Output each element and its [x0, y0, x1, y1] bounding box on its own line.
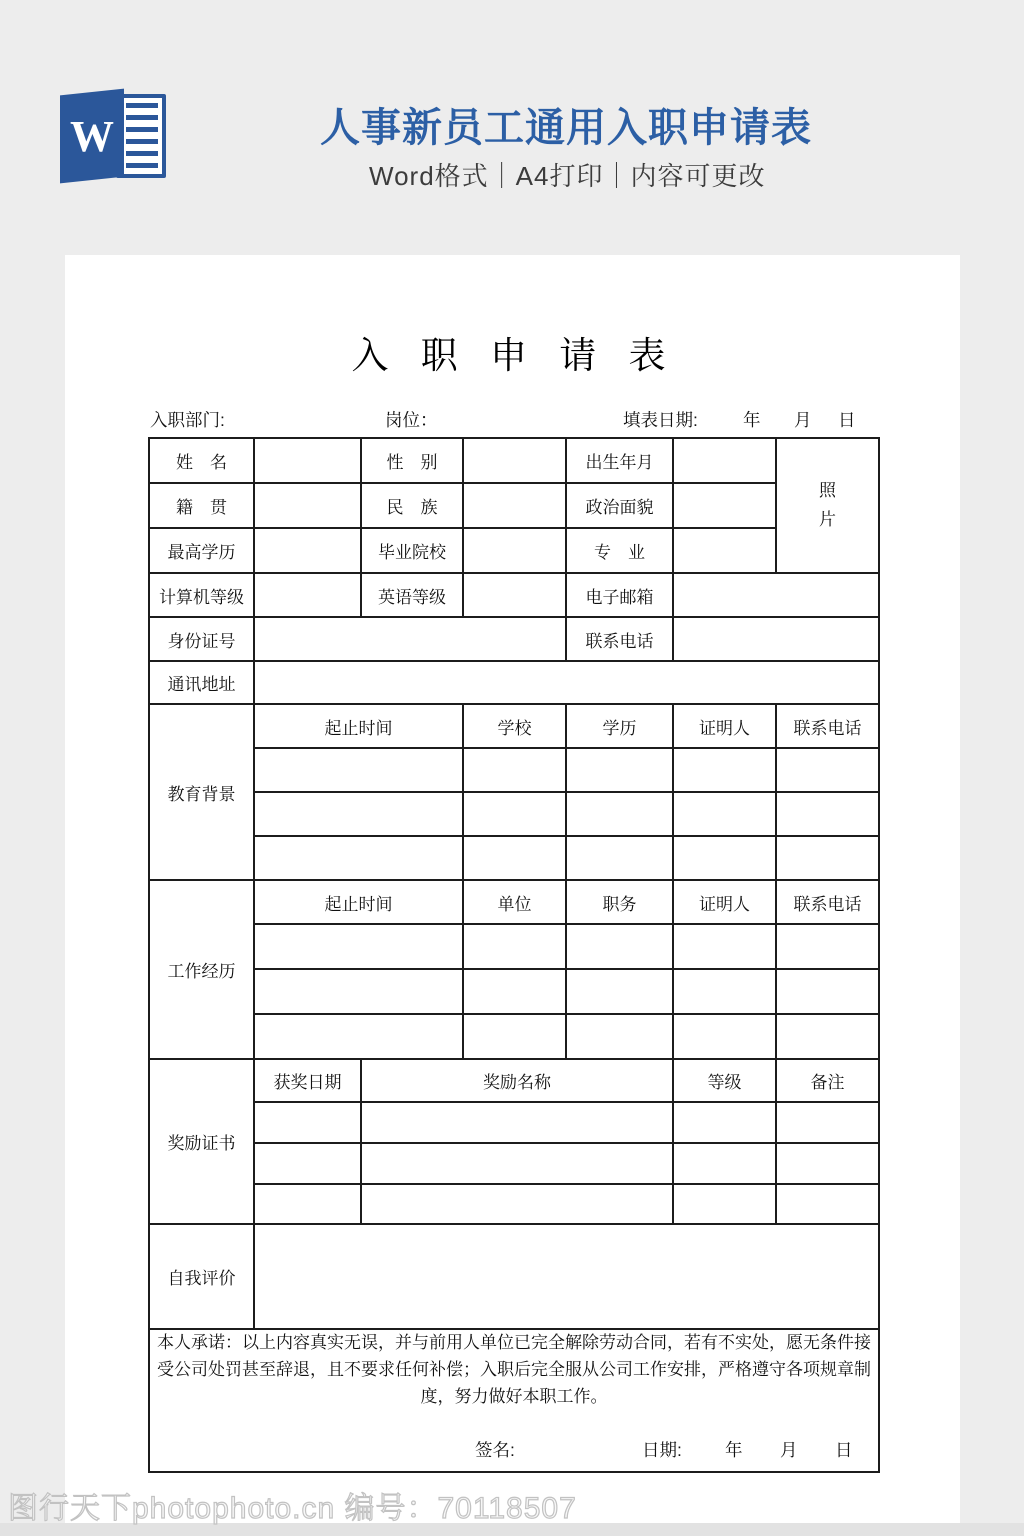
- work-phone-cell[interactable]: [776, 1014, 879, 1059]
- work-period-cell[interactable]: [254, 1014, 463, 1059]
- ethnicity-label: 民 族: [361, 483, 463, 528]
- name-input-cell[interactable]: [254, 438, 361, 483]
- edu-phone-header: 联系电话: [776, 704, 879, 748]
- english-level-input-cell[interactable]: [463, 573, 566, 617]
- award-name-cell[interactable]: [361, 1184, 673, 1224]
- word-letter: W: [70, 111, 114, 161]
- award-row: [149, 1143, 879, 1184]
- work-phone-cell[interactable]: [776, 969, 879, 1014]
- id-number-label: 身份证号: [149, 617, 254, 661]
- ethnicity-input-cell[interactable]: [463, 483, 566, 528]
- award-date-cell[interactable]: [254, 1184, 361, 1224]
- award-note-header: 备注: [776, 1059, 879, 1102]
- edu-degree-cell[interactable]: [566, 792, 673, 836]
- work-section-label: 工作经历: [149, 880, 254, 1059]
- work-phone-cell[interactable]: [776, 924, 879, 969]
- work-position-cell[interactable]: [566, 1014, 673, 1059]
- awards-section-label: 奖励证书: [149, 1059, 254, 1224]
- word-document-lines: [126, 103, 158, 170]
- work-position-cell[interactable]: [566, 924, 673, 969]
- award-name-header: 奖励名称: [361, 1059, 673, 1102]
- award-level-cell[interactable]: [673, 1184, 776, 1224]
- work-company-cell[interactable]: [463, 924, 566, 969]
- phone-label: 联系电话: [566, 617, 673, 661]
- work-row: [149, 924, 879, 969]
- education-row: [149, 836, 879, 880]
- document-page: [65, 255, 960, 1523]
- award-date-cell[interactable]: [254, 1143, 361, 1184]
- name-label: 姓 名: [149, 438, 254, 483]
- edu-reference-cell[interactable]: [673, 748, 776, 792]
- sign-month-label: 月: [780, 1439, 798, 1460]
- position-label: 岗位：: [385, 410, 438, 430]
- watermark-text: 图行天下photophoto.cn 编号：70118507: [8, 1492, 577, 1525]
- work-period-cell[interactable]: [254, 924, 463, 969]
- edu-school-cell[interactable]: [463, 748, 566, 792]
- row-address: [149, 661, 879, 704]
- row-name: [149, 438, 879, 483]
- edu-phone-cell[interactable]: [776, 792, 879, 836]
- application-form-table: [148, 437, 880, 1473]
- work-company-cell[interactable]: [463, 969, 566, 1014]
- mailing-address-input-cell[interactable]: [254, 661, 879, 704]
- work-position-cell[interactable]: [566, 969, 673, 1014]
- form-meta-row: [148, 407, 878, 435]
- id-number-input-cell[interactable]: [254, 617, 566, 661]
- graduate-school-label: 毕业院校: [361, 528, 463, 573]
- award-note-cell[interactable]: [776, 1143, 879, 1184]
- month-label: 月: [794, 410, 812, 430]
- row-native-place: [149, 483, 879, 528]
- department-label: 入职部门:: [150, 410, 225, 430]
- edu-degree-cell[interactable]: [566, 836, 673, 880]
- sign-year-label: 年: [725, 1439, 743, 1460]
- birth-date-label: 出生年月: [566, 438, 673, 483]
- award-row: [149, 1184, 879, 1224]
- row-id-number: [149, 617, 879, 661]
- sign-date-label: 日期:: [642, 1439, 682, 1460]
- native-place-label: 籍 贯: [149, 483, 254, 528]
- work-row: [149, 1014, 879, 1059]
- native-place-input-cell[interactable]: [254, 483, 361, 528]
- day-label: 日: [838, 410, 856, 430]
- awards-header-row: [149, 1059, 879, 1102]
- education-row: [149, 792, 879, 836]
- row-education: [149, 528, 879, 573]
- signature-line: [150, 1427, 878, 1471]
- award-note-cell[interactable]: [776, 1184, 879, 1224]
- edu-school-header: 学校: [463, 704, 566, 748]
- education-row: [149, 748, 879, 792]
- edu-school-cell[interactable]: [463, 836, 566, 880]
- form-title: 入 职 申 请 表: [351, 335, 674, 376]
- template-title: 人事新员工通用入职申请表: [320, 106, 812, 150]
- year-label: 年: [743, 410, 761, 430]
- email-input-cell[interactable]: [673, 573, 879, 617]
- fill-date-label: 填表日期:: [623, 410, 698, 430]
- award-date-cell[interactable]: [254, 1102, 361, 1143]
- gender-label: 性 别: [361, 438, 463, 483]
- phone-input-cell[interactable]: [673, 617, 879, 661]
- declaration-row: [149, 1329, 879, 1472]
- work-company-header: 单位: [463, 880, 566, 924]
- edu-reference-cell[interactable]: [673, 792, 776, 836]
- edu-period-cell[interactable]: [254, 836, 463, 880]
- edu-school-cell[interactable]: [463, 792, 566, 836]
- computer-level-input-cell[interactable]: [254, 573, 361, 617]
- award-level-cell[interactable]: [673, 1143, 776, 1184]
- political-status-input-cell[interactable]: [673, 483, 776, 528]
- work-period-cell[interactable]: [254, 969, 463, 1014]
- work-company-cell[interactable]: [463, 1014, 566, 1059]
- photo-label: 照片: [819, 480, 836, 529]
- photo-cell: [776, 438, 879, 573]
- highest-education-input-cell[interactable]: [254, 528, 361, 573]
- major-label: 专 业: [566, 528, 673, 573]
- edu-period-cell[interactable]: [254, 748, 463, 792]
- graduate-school-input-cell[interactable]: [463, 528, 566, 573]
- education-header-row: [149, 704, 879, 748]
- award-level-cell[interactable]: [673, 1102, 776, 1143]
- award-date-header: 获奖日期: [254, 1059, 361, 1102]
- edu-degree-header: 学历: [566, 704, 673, 748]
- education-section-label: 教育背景: [149, 704, 254, 880]
- birth-date-input-cell[interactable]: [673, 438, 776, 483]
- award-level-header: 等级: [673, 1059, 776, 1102]
- word-w-panel: [60, 89, 124, 184]
- mailing-address-label: 通讯地址: [149, 661, 254, 704]
- computer-level-label: 计算机等级: [149, 573, 254, 617]
- work-reference-cell[interactable]: [673, 969, 776, 1014]
- email-label: 电子邮箱: [566, 573, 673, 617]
- major-input-cell[interactable]: [673, 528, 776, 573]
- edu-period-cell[interactable]: [254, 792, 463, 836]
- political-status-label: 政治面貌: [566, 483, 673, 528]
- template-subtitle: Word格式｜A4打印｜内容可更改: [369, 161, 766, 191]
- edu-reference-cell[interactable]: [673, 836, 776, 880]
- self-evaluation-input-cell[interactable]: [254, 1224, 879, 1329]
- self-evaluation-label: 自我评价: [149, 1224, 254, 1329]
- row-skills: [149, 573, 879, 617]
- gender-input-cell[interactable]: [463, 438, 566, 483]
- highest-education-label: 最高学历: [149, 528, 254, 573]
- declaration-text: 本人承诺：以上内容真实无误，并与前用人单位已完全解除劳动合同，若有不实处，愿无条件接受公司处罚甚至辞退，且不要求任何补偿；入职后完全服从公司工作安排，严格遵守各项规章制度，努力做好本职工作。: [157, 1333, 871, 1406]
- word-logo-icon: [60, 84, 166, 190]
- declaration-cell: [149, 1329, 879, 1472]
- work-header-row: [149, 880, 879, 924]
- edu-reference-header: 证明人: [673, 704, 776, 748]
- edu-degree-cell[interactable]: [566, 748, 673, 792]
- work-phone-header: 联系电话: [776, 880, 879, 924]
- work-reference-cell[interactable]: [673, 1014, 776, 1059]
- sign-day-label: 日: [835, 1439, 853, 1460]
- work-reference-cell[interactable]: [673, 924, 776, 969]
- work-period-header: 起止时间: [254, 880, 463, 924]
- sign-label: 签名:: [475, 1439, 515, 1460]
- edu-period-header: 起止时间: [254, 704, 463, 748]
- award-note-cell[interactable]: [776, 1102, 879, 1143]
- edu-phone-cell[interactable]: [776, 836, 879, 880]
- award-row: [149, 1102, 879, 1143]
- award-name-cell[interactable]: [361, 1143, 673, 1184]
- award-name-cell[interactable]: [361, 1102, 673, 1143]
- english-level-label: 英语等级: [361, 573, 463, 617]
- work-position-header: 职务: [566, 880, 673, 924]
- work-reference-header: 证明人: [673, 880, 776, 924]
- edu-phone-cell[interactable]: [776, 748, 879, 792]
- work-row: [149, 969, 879, 1014]
- self-evaluation-row: [149, 1224, 879, 1329]
